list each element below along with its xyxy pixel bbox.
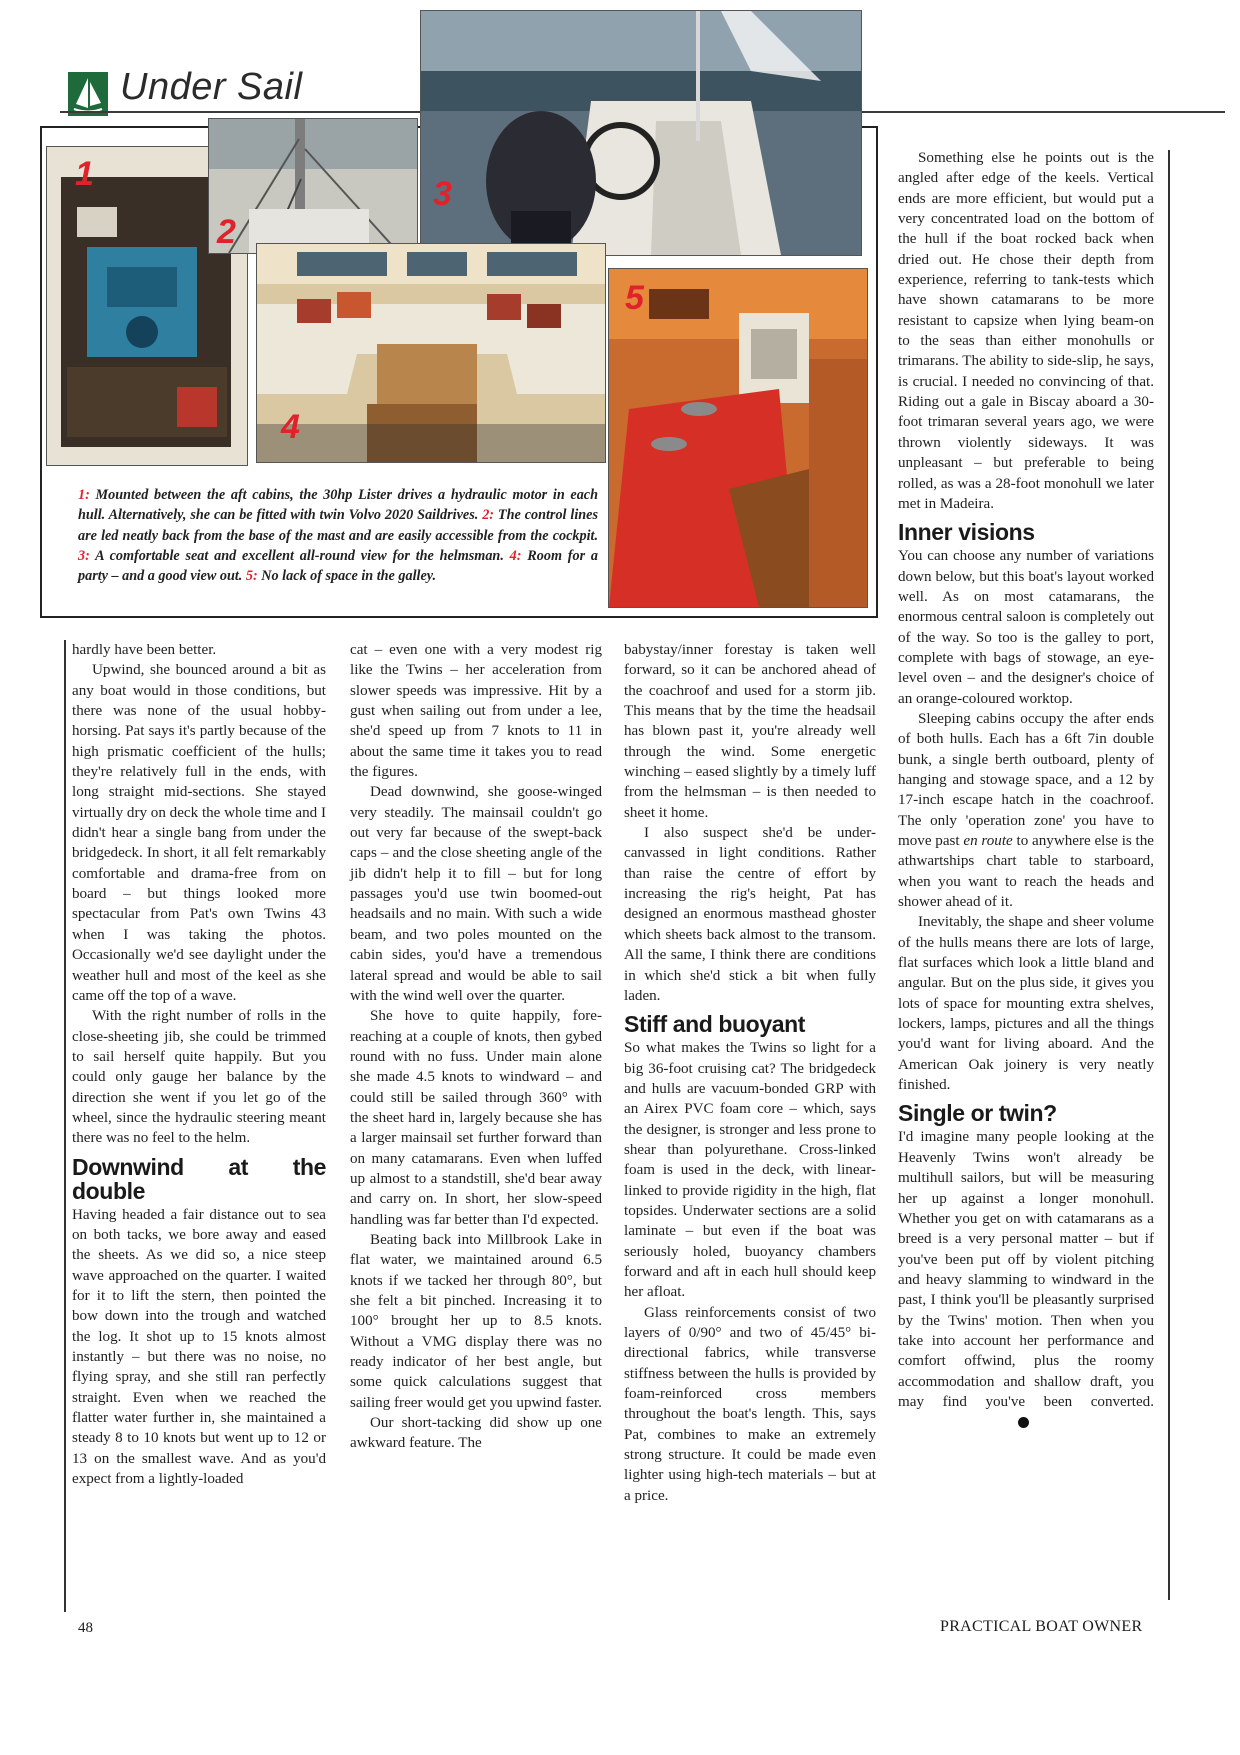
text-run-italic: en route	[963, 833, 1013, 849]
subheading-stiff: Stiff and buoyant	[624, 1011, 806, 1038]
section-title: Under Sail	[120, 66, 303, 108]
photo-saloon	[256, 243, 606, 463]
paragraph: Upwind, she bounced around a bit as any boat would in those conditions, but there was none of the usual hobby-horsing. Pat says it's partly because of the high prismatic coefficient of the hulls; they're relatively full in the ends, with long straight mid-sections. She stayed virtually dry on deck the whole time and I didn't hear a single bang from under the bridgedeck. In short, it all felt remarkably comfortable and drama-free from on board – but things looked more spectacular from Pat's own Twins 43 when I was taking the photos. Occasionally we'd see daylight under the weather hull and most of the keel as she came off the top of a wave.	[72, 662, 327, 1004]
paragraph: cat – even one with a very modest rig like the Twins – her acceleration from slower speeds was impressive. Hit by a gust when sailing out from under a lee, she'd speed up from 7 knots to 11 in about the same time it takes you to read the figures.	[350, 642, 602, 781]
paragraph: With the right number of rolls in the close-sheeting jib, she could be trimmed to sail herself quite happily. But you could only gauge her balance by the direction she went if you let go of the wheel, since the hydraulic steering meant there was no feel to the helm.	[72, 1008, 326, 1147]
paragraph: She hove to quite happily, fore-reaching at a couple of knots, then gybed round with no fuss. Under main alone she made 4.5 knots to windward – and could still be sailed through 360° with the sheet hard in, largely because she has a larger mainsail set further forward than on many catamarans. Even when luffed up almost to a standstill, she'd bear away and carry on. In short, her slow-speed handling was far better than I'd expected.	[350, 1008, 602, 1228]
caption-num-4: 4:	[509, 547, 522, 564]
paragraph: Dead downwind, she goose-winged very steadily. The mainsail couldn't go out very far because of the swept-back caps – and the close sheeting angle of the jib didn't help it to fill – but for long passages you'd use twin boomed-out headsails and no main. With such a wide beam, and two poles mounted on the cabin sides, you'd have a tremendous lateral spread and would be able to sail with the wind well over the quarter.	[350, 784, 602, 1004]
subheading-inner-visions: Inner visions	[898, 519, 1035, 546]
subheading-downwind: Downwind at the double	[72, 1153, 326, 1204]
caption-num-5: 5:	[245, 568, 258, 585]
paragraph: Our short-tacking did show up one awkward feature. The	[350, 1415, 602, 1452]
text-run: I'd imagine many people looking at the Heavenly Twins won't already be multihull sailors, but will be measuring her up against a longer monohull. Whether you get on with catamarans as a breed is a very personal matter – but if you've been put off by violent pitching and heavy slamming to windward in the past, I think you'll be pleasantly surprised by the Twins' motion. Then when you take into account her performance and comfort offwind, plus the roomy accommodation and shallow draft, you may find you've been converted.	[898, 1129, 1154, 1410]
caption-num-3: 3:	[78, 547, 90, 564]
caption-text-2: The control lines are led neatly back from the base of the mast and are easily accessible from the cockpit.	[78, 507, 598, 544]
paragraph	[898, 709, 1154, 912]
paragraph: Something else he points out is the angled after edge of the keels. Vertical ends are more efficient, but would put a very concentrated load on the bottom of the hull if the boat rocked back when dried out. He chose their depth from experience, referring to tank-tests which have shown catamarans to be more resistant to capsize when lying beam-on to the seas than either monohulls or trimarans. The ability to side-slip, he says, is crucial. I needed no convincing of that. Riding out a gale in Biscay aboard a 30-foot trimaran several years ago, we were thrown violently sideways. It was unpleasant – but preferable to being rolled, as was a 28-foot monohull we later met in Madeira.	[898, 150, 1154, 512]
caption-num-2: 2:	[482, 507, 495, 524]
paragraph: Glass reinforcements consist of two layers of 0/90° and two of 45/45° bi-directional fabrics, while transverse stiffness between the hulls is provided by foam-reinforced cross members throughout the boat's length. This, says Pat, combines to make an extremely strong structure. It could be made even lighter using high-tech materials – but at a price.	[624, 1304, 876, 1504]
paragraph: Having headed a fair distance out to sea on both tacks, we bore away and eased the sheets. As we did so, a nice steep wave approached on the quarter. I waited for it to lift the stern, then pointed the bow down into the trough and watched the log. It shot up to 15 knots almost instantly – but there was no noise, no flying spray, and she still ran perfectly straight. Even when we reached the flatter water further in, she maintained a steady 8 to 10 knots but went up to 12 or 13 on the smallest wave. And as you'd expect from a lightly-loaded	[72, 1206, 326, 1488]
photo-helm	[420, 10, 862, 256]
caption-text-1: Mounted between the aft cabins, the 30hp Lister drives a hydraulic motor in each hull. Alternatively, she can be fitted with twin Volvo 2020 Saildrives.	[78, 487, 598, 524]
paragraph: So what makes the Twins so light for a big 36-foot cruising cat? The bridgedeck and hulls are vacuum-bonded GRP with an Airex PVC foam core – which, says the designer, is stronger and less prone to shear than polyurethane. Cross-linked foam is used in the deck, with linear-linked to provide rigidity in the high, flat topsides. Underwater sections are a solid laminate – but even if the boat was seriously holed, buoyancy chambers forward and aft in each hull should keep her afloat.	[624, 1040, 876, 1301]
article-column-2	[350, 640, 602, 1454]
page-number: 48	[78, 1620, 93, 1636]
caption-text-4: Room for a party – and a good view out.	[78, 547, 598, 585]
article-column-3	[624, 640, 876, 1506]
caption-text-3: A comfortable seat and excellent all-round view for the helmsman.	[89, 547, 510, 564]
photo-number-5: 5	[625, 279, 644, 317]
photo-number-2: 2	[217, 213, 236, 251]
article-column-1	[72, 640, 326, 1489]
column-rule-right	[1168, 150, 1170, 1600]
subheading-single-or-twin: Single or twin?	[898, 1100, 1057, 1127]
paragraph: Inevitably, the shape and sheer volume of the hulls means there are lots of large, flat surfaces which look a little bland and angular. But on the plus side, it gives you lots of space for mounting extra shelves, lockers, lamps, pictures and all the things you'd want for living aboard. And the American Oak joinery is very neatly finished.	[898, 914, 1154, 1094]
column-rule-left	[64, 640, 66, 1612]
photo-number-3: 3	[433, 175, 452, 213]
text-run: Sleeping cabins occupy the after ends of both hulls. Each has a 6ft 7in double bunk, a single berth outboard, plenty of hanging and stowage space, and a 12 by 17-inch escape hatch in the coachroof. The only 'operation zone' you have to move past	[898, 710, 1154, 849]
magazine-name: PRACTICAL BOAT OWNER	[940, 1618, 1143, 1635]
paragraph: You can choose any number of variations down below, but this boat's layout worked well. As on most catamarans, the enormous central saloon is completely out of the way. So too is the galley to port, complete with bags of stowage, an eye-level oven – and the designer's choice of an orange-coloured worktop.	[898, 548, 1154, 707]
photo-galley	[608, 268, 868, 608]
section-logo-icon	[68, 72, 108, 116]
article-column-4	[898, 148, 1154, 1433]
caption-num-1: 1:	[78, 487, 90, 503]
paragraph: babystay/inner forestay is taken well forward, so it can be anchored ahead of the coachroof and used for a storm jib. This means that by the time the headsail has blown past it, you're already well through the wind. Some energetic winching – eased slightly by a timely luff from the helmsman – is then needed to sheet it home.	[624, 642, 876, 821]
paragraph: Beating back into Millbrook Lake in flat water, we maintained around 6.5 knots if we tacked her through 80°, but she felt a bit pinched. Increasing it to 100° brought her up to 8.5 knots. Without a VMG display there was no ready indicator of her best angle, but some quick calculations suggest that sailing freer would get you upwind faster.	[350, 1231, 602, 1411]
paragraph	[898, 1127, 1154, 1432]
paragraph: I also suspect she'd be under-canvassed in light conditions. Rather than raise the centre of effort by increasing the rig's height, Pat has designed an enormous masthead ghoster which sheets back almost to the transom. All the same, I think there are conditions in which she'd stick a bit when fully laden.	[624, 825, 876, 1004]
photo-caption	[78, 485, 598, 586]
photo-mast-base	[208, 118, 418, 254]
end-mark-icon	[1018, 1417, 1029, 1428]
paragraph: hardly have been better.	[72, 642, 217, 658]
caption-text-5: No lack of space in the galley.	[257, 568, 437, 585]
photo-number-4: 4	[281, 408, 300, 446]
photo-number-1: 1	[75, 155, 94, 193]
text-run: to anywhere else is the athwartships chart table to starboard, when you want to reach the heads and shower ahead of it.	[898, 833, 1154, 911]
